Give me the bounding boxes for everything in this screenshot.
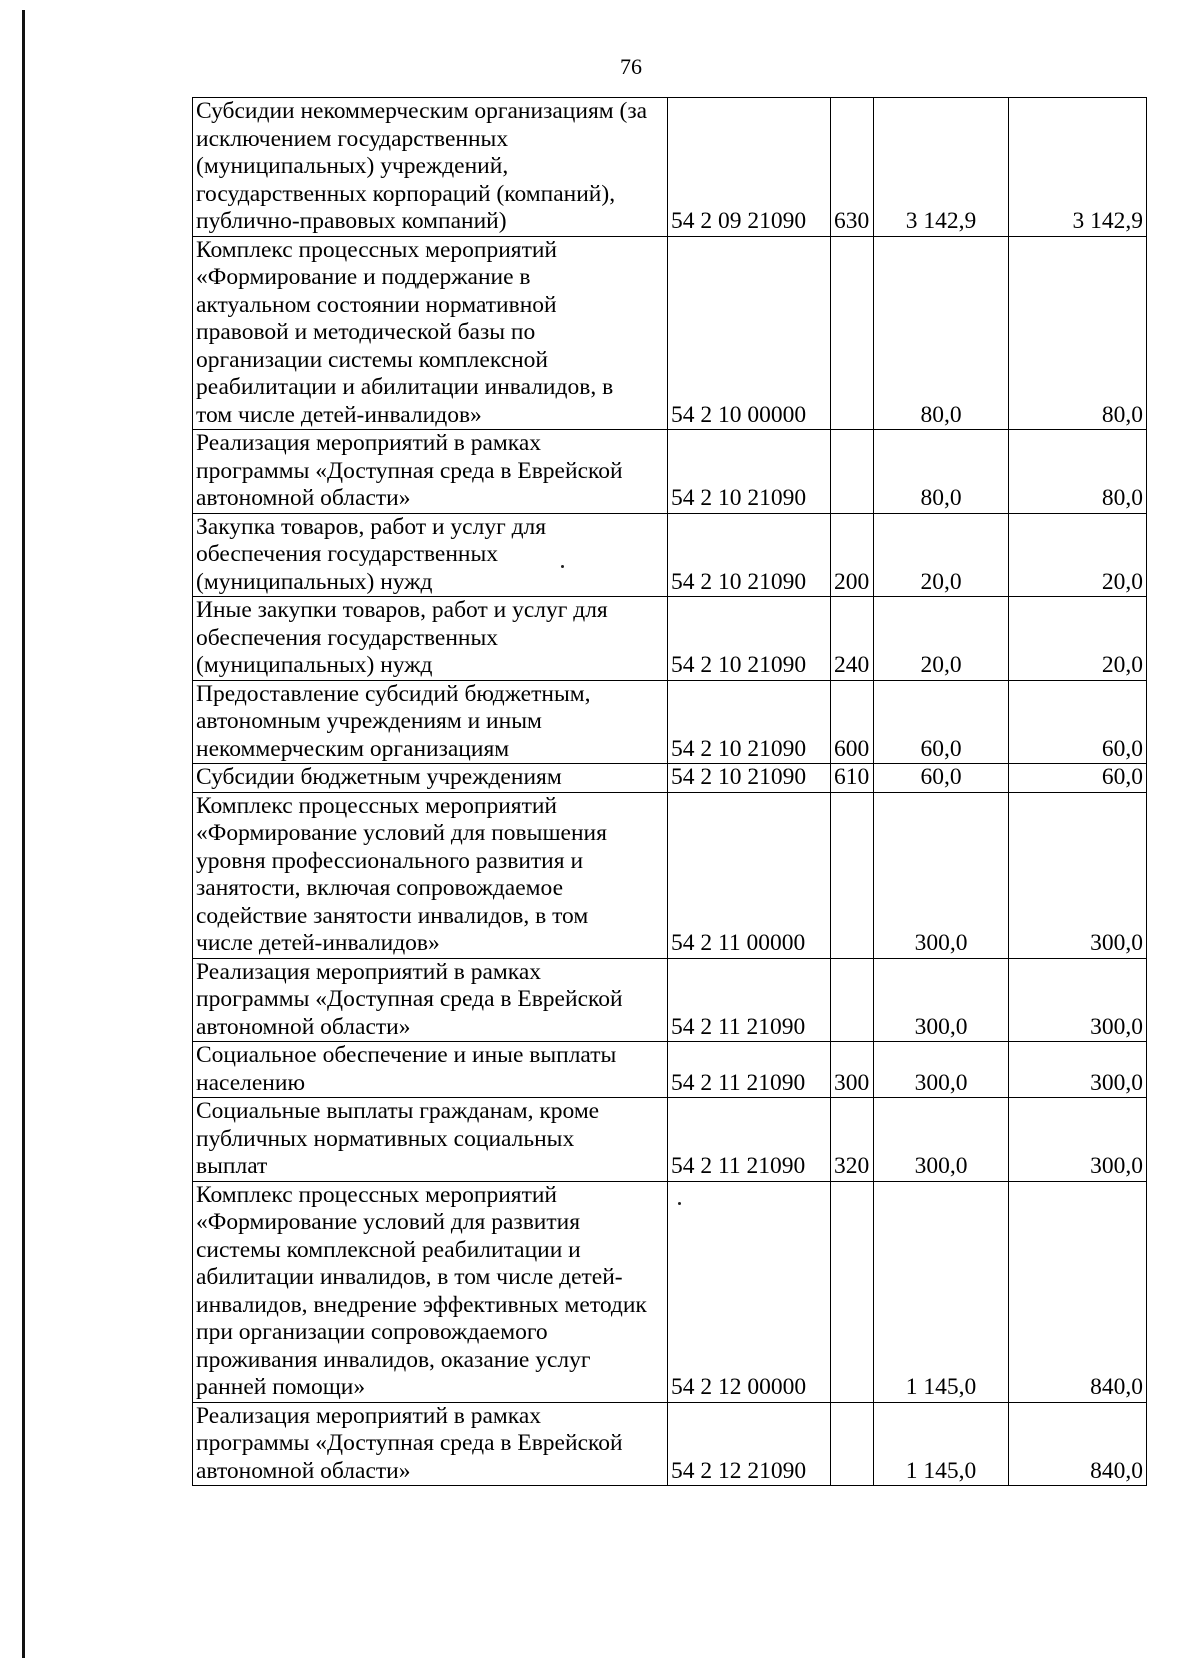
row-name-line: Комплекс процессных мероприятий [196, 1181, 558, 1208]
amount-year1-cell: 1 145,0 [874, 1181, 1009, 1402]
row-name-line: организации системы комплексной [196, 346, 549, 373]
table-row [193, 1181, 1147, 1402]
amount-year2-cell: 3 142,9 [1009, 98, 1147, 237]
row-name-line: автономной области» [196, 1457, 411, 1484]
amount-year2-cell: 300,0 [1009, 1042, 1147, 1098]
row-name-line: Реализация мероприятий в рамках [196, 430, 542, 456]
target-article-code-cell: 54 2 10 00000 [668, 236, 831, 430]
target-article-code-cell: 54 2 12 00000 [668, 1181, 831, 1402]
row-name-cell [193, 792, 668, 958]
target-article-code-cell: 54 2 10 21090 [668, 764, 831, 793]
row-name-cell [193, 680, 668, 764]
row-name-line: автономной области» [196, 485, 411, 511]
row-name-line: системы комплексной реабилитации и [196, 1236, 581, 1263]
row-name-line: автономным учреждениям и иным [196, 708, 542, 734]
row-name-line: реабилитации и абилитации инвалидов, в [196, 374, 614, 400]
row-name-cell [193, 597, 668, 681]
expense-type-code-cell [831, 958, 874, 1042]
row-name-line: ранней помощи» [196, 1374, 366, 1400]
amount-year2-cell: 80,0 [1009, 236, 1147, 430]
row-name-line: программы «Доступная среда в Еврейской [196, 986, 623, 1012]
row-name-line: автономной области» [196, 1013, 411, 1040]
amount-year1-cell: 300,0 [874, 1042, 1009, 1098]
amount-year1-cell: 60,0 [874, 680, 1009, 764]
row-name-line: выплат [196, 1153, 268, 1179]
row-name-line: обеспечения государственных [196, 624, 499, 651]
row-name-line: том числе детей-инвалидов» [196, 401, 482, 428]
row-name-line: Иные закупки товаров, работ и услуг для [196, 597, 608, 623]
table-row [193, 1402, 1147, 1486]
amount-year2-cell: 840,0 [1009, 1181, 1147, 1402]
target-article-code-cell: 54 2 12 21090 [668, 1402, 831, 1486]
table-row [193, 236, 1147, 430]
amount-year2-cell: 20,0 [1009, 597, 1147, 681]
amount-year1-cell: 3 142,9 [874, 98, 1009, 237]
row-name-cell [193, 236, 668, 430]
row-name-cell [193, 1042, 668, 1098]
target-article-code-cell: 54 2 10 21090 [668, 680, 831, 764]
amount-year1-cell: 20,0 [874, 513, 1009, 597]
row-name-line: «Формирование условий для развития [196, 1209, 581, 1235]
amount-year2-cell: 60,0 [1009, 680, 1147, 764]
amount-year2-cell: 80,0 [1009, 430, 1147, 514]
row-name-cell [193, 513, 668, 597]
table-row [193, 513, 1147, 597]
expense-type-code-cell [831, 236, 874, 430]
expense-type-code-cell [831, 430, 874, 514]
target-article-code-cell: 54 2 10 21090 [668, 513, 831, 597]
expense-type-code-cell: 610 [831, 764, 874, 793]
binding-edge-line [22, 10, 25, 1658]
row-name-cell [193, 958, 668, 1042]
row-name-line: (муниципальных) нужд [196, 652, 433, 678]
row-name-line: уровня профессионального развития и [196, 847, 584, 874]
row-name-line: при организации сопровождаемого [196, 1319, 548, 1345]
scan-speck [561, 565, 564, 568]
expense-type-code-cell [831, 1402, 874, 1486]
row-name-line: Социальные выплаты гражданам, кроме [196, 1098, 600, 1124]
amount-year1-cell: 20,0 [874, 597, 1009, 681]
target-article-code-cell: 54 2 09 21090 [668, 98, 831, 237]
table-row [193, 1098, 1147, 1182]
amount-year1-cell: 60,0 [874, 764, 1009, 793]
amount-year2-cell: 840,0 [1009, 1402, 1147, 1486]
target-article-code-cell: 54 2 11 21090 [668, 1098, 831, 1182]
amount-year1-cell: 80,0 [874, 236, 1009, 430]
expense-type-code-cell: 240 [831, 597, 874, 681]
row-name-line: проживания инвалидов, оказание услуг [196, 1346, 591, 1373]
amount-year2-cell: 60,0 [1009, 764, 1147, 793]
row-name-line: (муниципальных) нужд [196, 568, 433, 595]
row-name-line: Реализация мероприятий в рамках [196, 958, 542, 985]
row-name-cell [193, 430, 668, 514]
table-row [193, 958, 1147, 1042]
row-name-line: (муниципальных) учреждений, [196, 153, 509, 179]
row-name-line: числе детей-инвалидов» [196, 930, 440, 956]
target-article-code-cell: 54 2 11 21090 [668, 958, 831, 1042]
row-name-line: занятости, включая сопровождаемое [196, 875, 564, 901]
row-name-line: Субсидии бюджетным учреждениям [196, 764, 562, 790]
amount-year1-cell: 300,0 [874, 958, 1009, 1042]
row-name-cell [193, 98, 668, 237]
row-name-line: программы «Доступная среда в Еврейской [196, 457, 623, 484]
row-name-line: программы «Доступная среда в Еврейской [196, 1430, 623, 1456]
table-row [193, 1042, 1147, 1098]
row-name-line: актуальном состоянии нормативной [196, 291, 557, 318]
row-name-cell [193, 1181, 668, 1402]
amount-year2-cell: 300,0 [1009, 958, 1147, 1042]
row-name-line: абилитации инвалидов, в том числе детей- [196, 1264, 623, 1290]
row-name-line: публично-правовых компаний) [196, 208, 507, 234]
row-name-line: Закупка товаров, работ и услуг для [196, 513, 547, 540]
expense-type-code-cell: 300 [831, 1042, 874, 1098]
budget-table-body [193, 98, 1147, 1486]
table-row [193, 764, 1147, 793]
expense-type-code-cell: 200 [831, 513, 874, 597]
row-name-cell [193, 764, 668, 793]
row-name-line: Комплекс процессных мероприятий [196, 236, 558, 263]
amount-year2-cell: 20,0 [1009, 513, 1147, 597]
amount-year1-cell: 80,0 [874, 430, 1009, 514]
row-name-line: Комплекс процессных мероприятий [196, 792, 558, 819]
expense-type-code-cell: 630 [831, 98, 874, 237]
row-name-line: правовой и методической базы по [196, 319, 536, 345]
expense-type-code-cell [831, 792, 874, 958]
table-row [193, 430, 1147, 514]
expense-type-code-cell [831, 1181, 874, 1402]
scan-speck [678, 1202, 681, 1205]
target-article-code-cell: 54 2 10 21090 [668, 430, 831, 514]
page-number: 76 [620, 54, 642, 79]
row-name-line: Социальное обеспечение и иные выплаты [196, 1042, 617, 1068]
amount-year2-cell: 300,0 [1009, 792, 1147, 958]
amount-year1-cell: 300,0 [874, 1098, 1009, 1182]
row-name-line: Предоставление субсидий бюджетным, [196, 680, 591, 707]
row-name-line: Реализация мероприятий в рамках [196, 1402, 542, 1429]
expense-type-code-cell: 600 [831, 680, 874, 764]
row-name-line: населению [196, 1069, 306, 1096]
expense-type-code-cell: 320 [831, 1098, 874, 1182]
amount-year2-cell: 300,0 [1009, 1098, 1147, 1182]
row-name-line: «Формирование и поддержание в [196, 264, 531, 290]
table-row [193, 98, 1147, 237]
row-name-line: обеспечения государственных [196, 541, 499, 567]
target-article-code-cell: 54 2 10 21090 [668, 597, 831, 681]
table-row [193, 792, 1147, 958]
row-name-line: «Формирование условий для повышения [196, 820, 607, 846]
table-row [193, 680, 1147, 764]
target-article-code-cell: 54 2 11 21090 [668, 1042, 831, 1098]
target-article-code-cell: 54 2 11 00000 [668, 792, 831, 958]
row-name-line: инвалидов, внедрение эффективных методик [196, 1291, 647, 1318]
row-name-cell [193, 1402, 668, 1486]
row-name-line: исключением государственных [196, 125, 509, 152]
amount-year1-cell: 1 145,0 [874, 1402, 1009, 1486]
row-name-line: содействие занятости инвалидов, в том [196, 902, 589, 929]
row-name-line: некоммерческим организациям [196, 735, 510, 762]
amount-year1-cell: 300,0 [874, 792, 1009, 958]
budget-table [192, 97, 1147, 1486]
row-name-line: публичных нормативных социальных [196, 1125, 575, 1152]
row-name-cell [193, 1098, 668, 1182]
row-name-line: государственных корпораций (компаний), [196, 180, 616, 207]
row-name-line: Субсидии некоммерческим организациям (за [196, 98, 648, 124]
table-row [193, 597, 1147, 681]
